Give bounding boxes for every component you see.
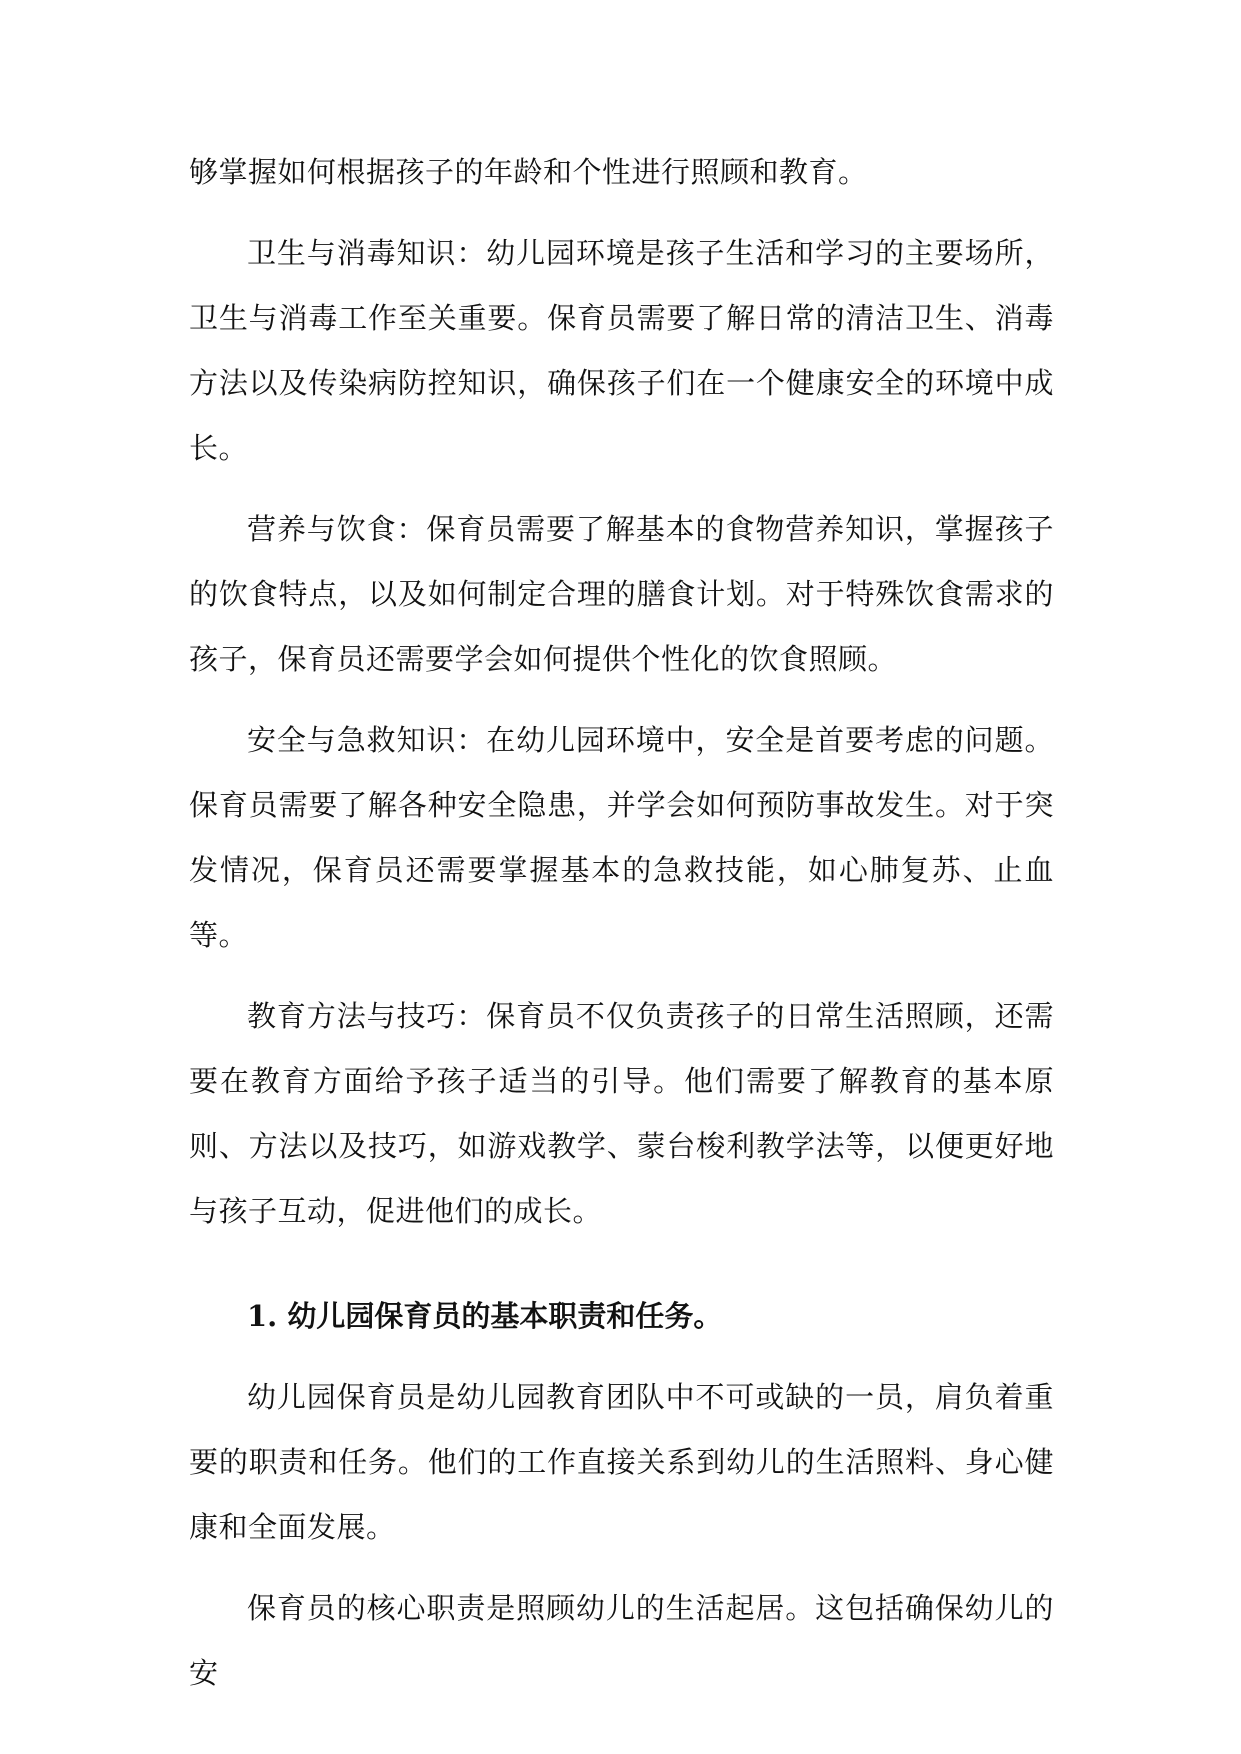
paragraph-nutrition: 营养与饮食：保育员需要了解基本的食物营养知识，掌握孩子的饮食特点，以及如何制定合理的膳食计划。对于特殊饮食需求的孩子，保育员还需要学会如何提供个性化的饮食照顾。 bbox=[189, 512, 1054, 676]
section-heading: 1. 幼儿园保育员的基本职责和任务。 bbox=[247, 1299, 723, 1333]
document-body bbox=[189, 140, 1054, 1706]
paragraph-safety: 安全与急救知识：在幼儿园环境中，安全是首要考虑的问题。保育员需要了解各种安全隐患，并学会如何预防事故发生。对于突发情况，保育员还需要掌握基本的急救技能，如心肺复苏、止血等。 bbox=[189, 723, 1054, 952]
paragraph-hygiene: 卫生与消毒知识：幼儿园环境是孩子生活和学习的主要场所，卫生与消毒工作至关重要。保育员需要了解日常的清洁卫生、消毒方法以及传染病防控知识，确保孩子们在一个健康安全的环境中成长。 bbox=[189, 236, 1054, 465]
paragraph-core-duty: 保育员的核心职责是照顾幼儿的生活起居。这包括确保幼儿的安 bbox=[189, 1591, 1054, 1690]
paragraph-continuation: 够掌握如何根据孩子的年龄和个性进行照顾和教育。 bbox=[189, 155, 868, 189]
paragraph-duties-intro: 幼儿园保育员是幼儿园教育团队中不可或缺的一员，肩负着重要的职责和任务。他们的工作直接关系到幼儿的生活照料、身心健康和全面发展。 bbox=[189, 1380, 1054, 1544]
paragraph-education: 教育方法与技巧：保育员不仅负责孩子的日常生活照顾，还需要在教育方面给予孩子适当的引导。他们需要了解教育的基本原则、方法以及技巧，如游戏教学、蒙台梭利教学法等，以便更好地与孩子互动，促进他们的成长。 bbox=[189, 999, 1054, 1228]
